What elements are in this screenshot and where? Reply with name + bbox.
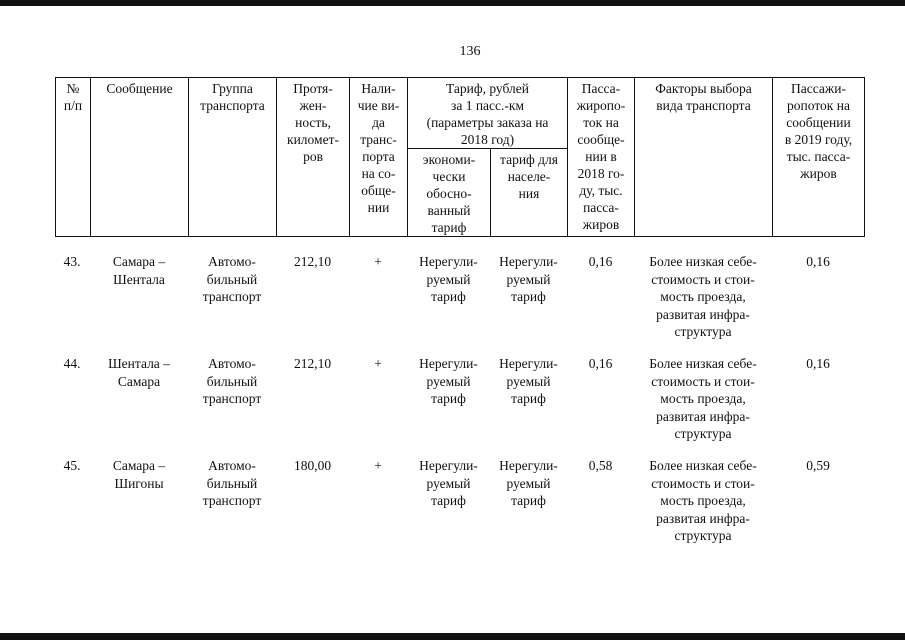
scan-top-border — [0, 0, 905, 6]
row-factors: Более низкая себе- стоимость и стои- мость проезда, развитая инфра- структура — [649, 356, 757, 441]
header-tariff-econ: экономи- чески обосно- ванный тариф — [408, 149, 491, 237]
row-pass-2019: 0,59 — [806, 458, 830, 473]
row-factors: Более низкая себе- стоимость и стои- мость проезда, развитая инфра- структура — [649, 458, 757, 543]
header-tariff: Тариф, рублей за 1 пасс.-км (параметры заказа на 2018 год) — [408, 78, 568, 149]
row-route: Самара – Шигоны — [112, 458, 166, 491]
header-group: Группа транспорта — [189, 78, 277, 237]
page-number: 136 — [459, 44, 481, 59]
row-tariff-econ: Нерегули- руемый тариф — [419, 458, 478, 508]
row-route: Самара – Шентала — [112, 254, 166, 287]
row-tariff-pop: Нерегули- руемый тариф — [499, 356, 558, 406]
header-tariff-pop: тариф для населе- ния — [491, 149, 568, 237]
scan-bottom-border — [0, 633, 905, 640]
row-pass-2018: 0,16 — [588, 254, 613, 269]
row-tariff-pop: Нерегули- руемый тариф — [499, 458, 558, 508]
row-presence: + — [374, 356, 382, 371]
row-pass-2018: 0,16 — [588, 356, 613, 371]
row-pass-2018: 0,58 — [588, 458, 613, 473]
table-row — [55, 457, 864, 557]
row-presence: + — [374, 458, 382, 473]
row-length: 212,10 — [293, 356, 332, 371]
row-group: Автомо- бильный транспорт — [202, 254, 262, 304]
row-group: Автомо- бильный транспорт — [202, 458, 262, 508]
header-pass-2019: Пассажи- ропоток на сообщении в 2019 году, тыс. пасса- жиров — [773, 78, 865, 237]
header-pass-2018: Пасса- жиропо- ток на сообще- нии в 2018 го- ду, тыс. пасса- жиров — [568, 78, 635, 237]
header-num: № п/п — [56, 78, 91, 237]
row-pass-2019: 0,16 — [806, 254, 830, 269]
row-tariff-econ: Нерегули- руемый тариф — [419, 254, 478, 304]
row-tariff-pop: Нерегули- руемый тариф — [499, 254, 558, 304]
row-length: 212,10 — [293, 254, 332, 269]
row-tariff-econ: Нерегули- руемый тариф — [419, 356, 478, 406]
header-route: Сообщение — [91, 78, 189, 237]
header-factors: Факторы выбора вида транспорта — [635, 78, 773, 237]
row-length: 180,00 — [293, 458, 332, 473]
row-route: Шентала – Самара — [108, 356, 170, 389]
row-group: Автомо- бильный транспорт — [202, 356, 262, 406]
table-row — [55, 253, 864, 353]
row-factors: Более низкая себе- стоимость и стои- мость проезда, развитая инфра- структура — [649, 254, 757, 339]
row-pass-2019: 0,16 — [806, 356, 830, 371]
header-presence: Нали- чие ви- да транс- порта на со- обще- нии — [350, 78, 408, 237]
row-num: 43. — [63, 254, 81, 269]
row-num: 45. — [63, 458, 81, 473]
table-header — [55, 77, 865, 237]
row-num: 44. — [63, 356, 81, 371]
row-presence: + — [374, 254, 382, 269]
table-row — [55, 355, 864, 455]
header-length: Протя- жен- ность, километ- ров — [277, 78, 350, 237]
